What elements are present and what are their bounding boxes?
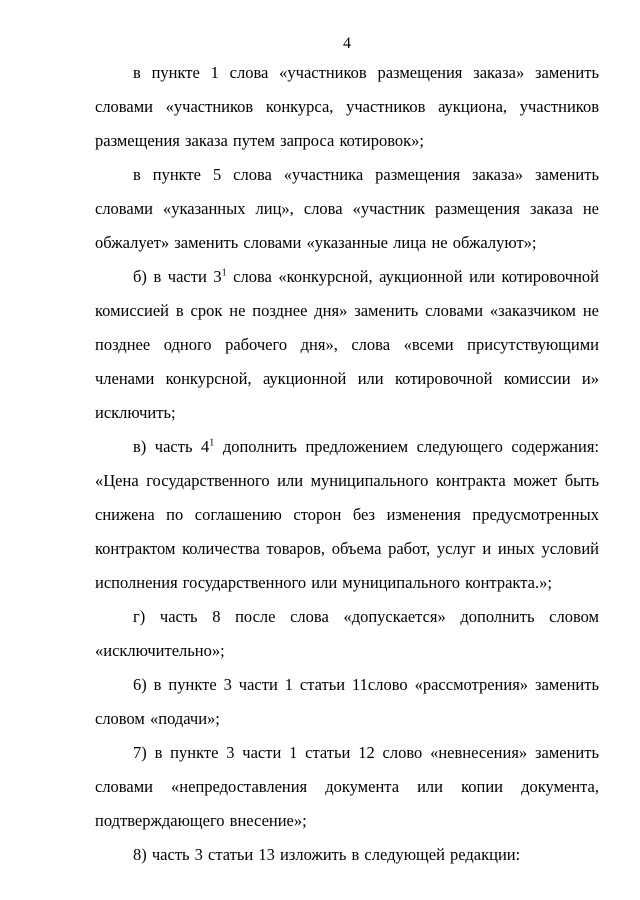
- paragraph: в) часть $4^1$ дополнить предложением следующего содержания: «Цена государственного или муниципального контракта может быть снижена по соглашению сторон без изменения предусмотренных контрактом количества товаров, объема работ, услуг и иных условий исполнения государственного или муниципального контракта.»;: [95, 437, 599, 592]
- paragraph: 6) в пункте 3 части 1 статьи 11слово «рассмотрения» заменить словом «подачи»;: [95, 675, 599, 728]
- paragraph: 8) часть 3 статьи 13 изложить в следующей редакции:: [133, 845, 521, 864]
- superscript: 1: [221, 267, 227, 279]
- document-body: [95, 56, 599, 872]
- paragraph: в пункте 5 слова «участника размещения заказа» заменить словами «указанных лиц», слова «участник размещения заказа не обжалует» заменить словами «указанные лица не обжалуют»;: [95, 165, 599, 252]
- page-number: 4: [343, 35, 351, 52]
- superscript: 1: [209, 437, 215, 449]
- paragraph: в пункте 1 слова «участников размещения заказа» заменить словами «участников конкурса, участников аукциона, участников размещения заказа путем запроса котировок»;: [95, 63, 599, 150]
- paragraph: 7) в пункте 3 части 1 статьи 12 слово «невнесения» заменить словами «непредоставления документа или копии документа, подтверждающего внесение»;: [95, 743, 599, 830]
- paragraph: г) часть 8 после слова «допускается» дополнить словом «исключительно»;: [95, 607, 599, 660]
- paragraph: б) в части $3^1$ слова «конкурсной, аукционной или котировочной комиссией в срок не позднее дня» заменить словами «заказчиком не позднее одного рабочего дня», слова «всеми присутствующими членами конкурсной, аукционной или котировочной комиссии и» исключить;: [95, 267, 599, 422]
